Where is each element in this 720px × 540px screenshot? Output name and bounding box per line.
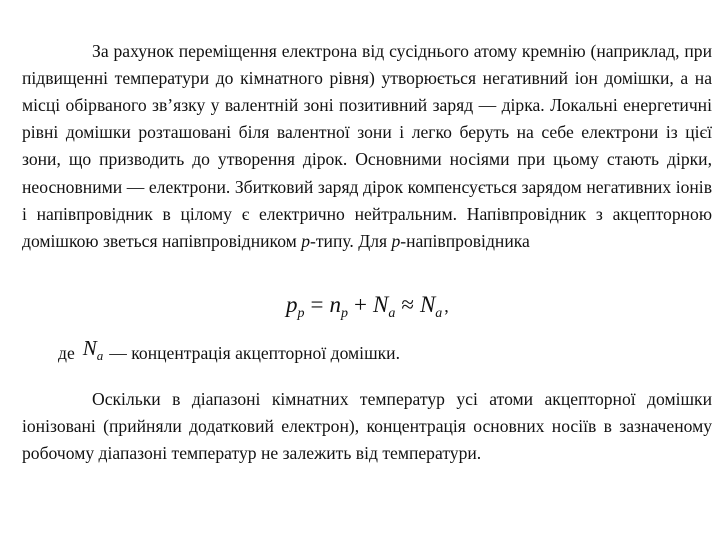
paragraph-acceptor-impurity (22, 38, 712, 256)
formula-p-subscript: p (297, 306, 305, 321)
where-N: N (82, 336, 97, 360)
paragraph-room-temperature (22, 386, 712, 468)
paragraph-indent (22, 389, 92, 409)
formula-p: p (286, 292, 298, 317)
formula-N-second-subscript: a (435, 306, 443, 321)
formula-approx: ≈ (401, 292, 414, 317)
paragraph1-end-text: -напівпровідника (400, 231, 530, 252)
hole-concentration-formula (286, 292, 449, 322)
formula-N-subscript: a (388, 306, 396, 321)
paragraph-indent (22, 41, 92, 61)
formula-plus: + (353, 292, 367, 317)
where-N-subscript: a (96, 348, 104, 363)
paragraph1-mid-text: -типу. Для (310, 231, 392, 252)
where-definition-line (58, 336, 400, 368)
paragraph2-text: Оскільки в діапазоні кімнатних температур усі атоми акцепторної домішки іонізовані (прийняли додатковий електрон), концентрація основних носіїв в зазначеному робочому діапазоні температур не залежить від температури. (22, 388, 712, 463)
p-type-letter: p (301, 231, 310, 252)
p-letter: p (391, 231, 401, 252)
formula-n-subscript: p (340, 306, 348, 321)
formula-equals: = (310, 292, 324, 317)
formula-n: n (329, 292, 341, 317)
formula-N-second: N (419, 292, 436, 317)
where-word: де (58, 343, 75, 363)
formula-N: N (372, 292, 389, 317)
paragraph1-text: За рахунок переміщення електрона від сусіднього атому кремнію (наприклад, при підвищенні температури до кімнатного рівня) утворюється негативний іон домішки, а на місці обірваного зв’язку у валентній зоні позитивний заряд — дірка. Локальні енергетичні рівні домішки розташовані біля валентної зони і легко беруть на себе електрони із цієї зони, що призводить до утворення дірок. Основними носіями при цьому стають дірки, неосновними — електрони. Збитковий заряд дірок компенсується зарядом негативних іонів і напівпровідник в цілому є електрично нейтральним. Напівпровідник з акцепторною домішкою зветься напівпровідником (22, 40, 712, 252)
where-definition-text: — концентрація акцепторної домішки. (109, 343, 400, 363)
where-symbol (75, 336, 110, 363)
formula-comma: , (444, 296, 449, 316)
